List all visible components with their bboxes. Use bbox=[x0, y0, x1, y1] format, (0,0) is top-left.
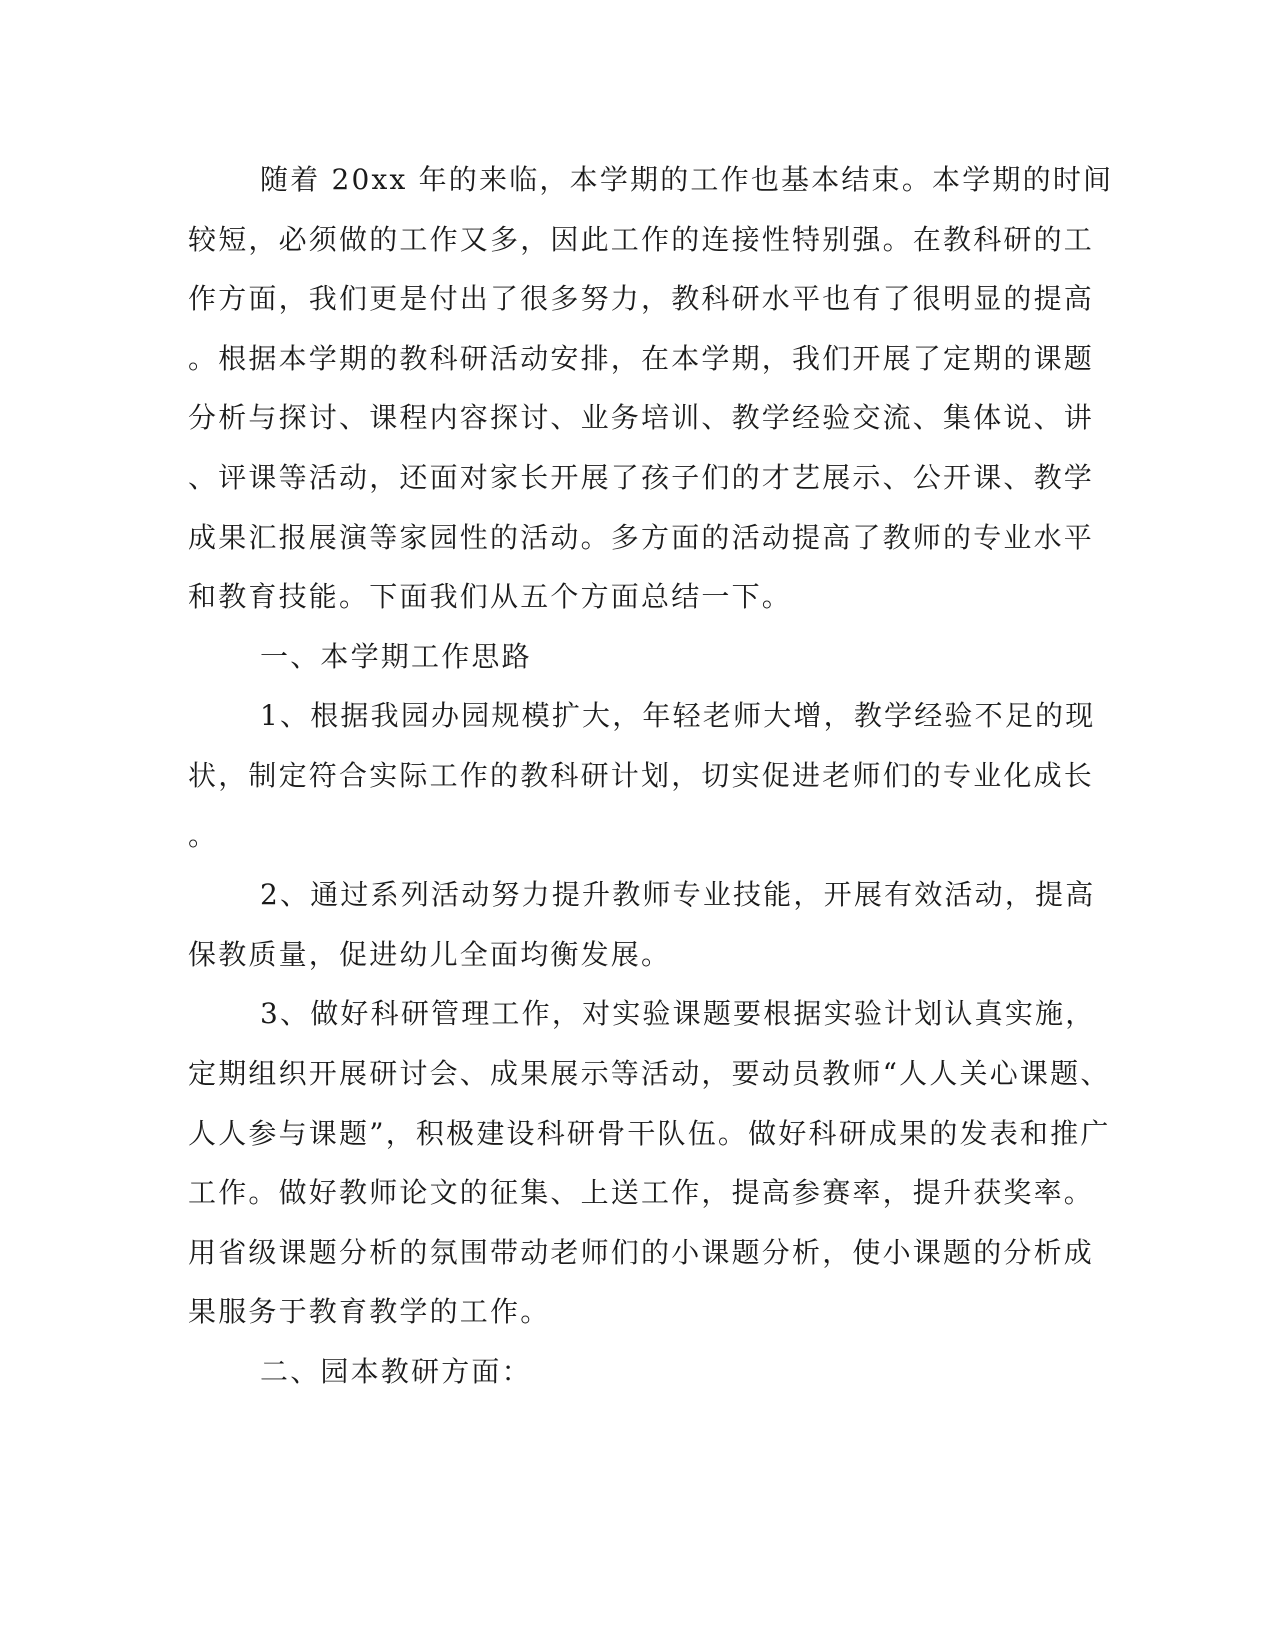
document-body bbox=[188, 150, 1114, 1401]
text-line: 工作。做好教师论文的征集、上送工作，提高参赛率，提升获奖率。 bbox=[188, 1176, 1095, 1210]
text-line: 2、通过系列活动努力提升教师专业技能，开展有效活动，提高 bbox=[260, 878, 1096, 912]
intro-paragraph bbox=[188, 150, 1114, 627]
text-line: 人人参与课题”，积极建设科研骨干队伍。做好科研成果的发表和推广 bbox=[188, 1116, 1111, 1150]
text-line: 。根据本学期的教科研活动安排，在本学期，我们开展了定期的课题 bbox=[188, 341, 1095, 375]
text-line: 、评课等活动，还面对家长开展了孩子们的才艺展示、公开课、教学 bbox=[188, 460, 1095, 494]
section-heading-2 bbox=[188, 1342, 1053, 1402]
list-item-3 bbox=[188, 984, 1111, 1342]
text-line: 定期组织开展研讨会、成果展示等活动，要动员教师“人人关心课题、 bbox=[188, 1056, 1111, 1090]
text-line: 成果汇报展演等家园性的活动。多方面的活动提高了教师的专业水平 bbox=[188, 520, 1095, 554]
text-line: 分析与探讨、课程内容探讨、业务培训、教学经验交流、集体说、讲 bbox=[188, 401, 1095, 435]
heading-line: 一、本学期工作思路 bbox=[260, 639, 532, 673]
text-line: 较短，必须做的工作又多，因此工作的连接性特别强。在教科研的工 bbox=[188, 222, 1095, 256]
text-line: 保教质量，促进幼儿全面均衡发展。 bbox=[188, 937, 672, 971]
text-line: 作方面，我们更是付出了很多努力，教科研水平也有了很明显的提高 bbox=[188, 282, 1095, 316]
list-item-1 bbox=[188, 686, 1096, 865]
text-line: 随着 20xx 年的来临，本学期的工作也基本结束。本学期的时间 bbox=[260, 163, 1114, 196]
text-line: 。 bbox=[188, 818, 219, 852]
text-line: 3、做好科研管理工作，对实验课题要根据实验计划认真实施， bbox=[260, 997, 1096, 1031]
heading-line: 二、园本教研方面： bbox=[260, 1354, 532, 1388]
text-line: 和教育技能。下面我们从五个方面总结一下。 bbox=[188, 580, 793, 614]
text-line: 果服务于教育教学的工作。 bbox=[188, 1295, 551, 1329]
list-item-2 bbox=[188, 865, 1096, 984]
text-line: 用省级课题分析的氛围带动老师们的小课题分析，使小课题的分析成 bbox=[188, 1235, 1095, 1269]
text-line: 1、根据我园办园规模扩大，年轻老师大增，教学经验不足的现 bbox=[260, 699, 1096, 733]
text-line: 状，制定符合实际工作的教科研计划，切实促进老师们的专业化成长 bbox=[188, 758, 1095, 792]
section-heading-1 bbox=[188, 627, 1053, 687]
